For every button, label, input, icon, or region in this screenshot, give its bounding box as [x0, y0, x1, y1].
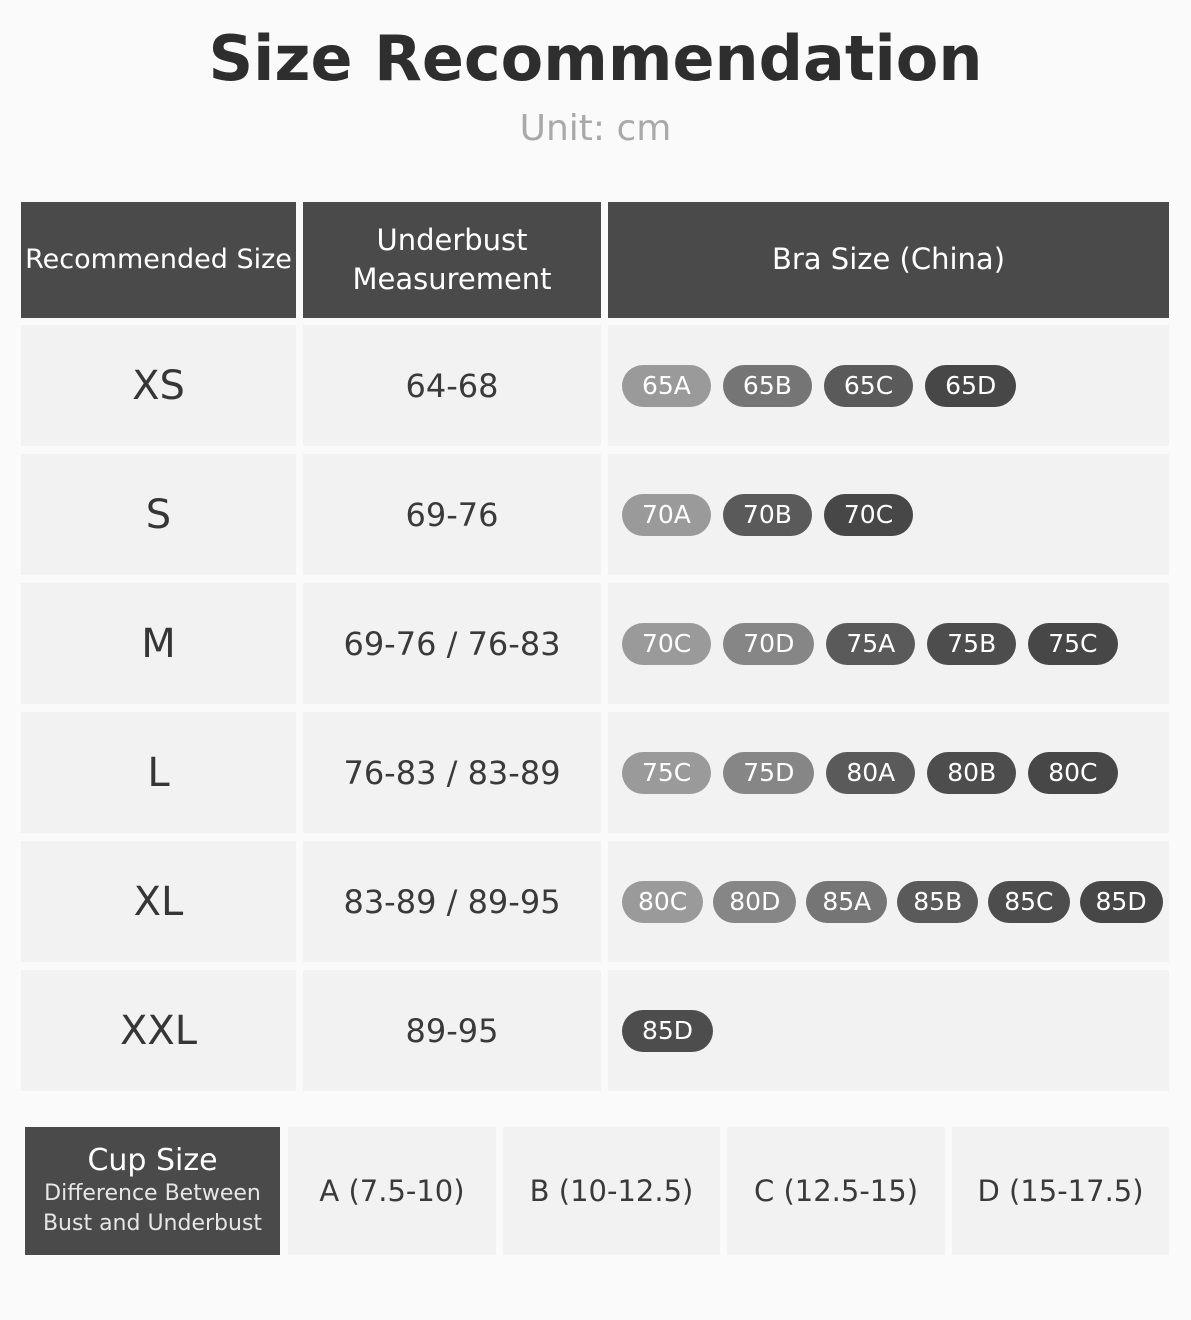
recommended-size-cell: S — [21, 454, 296, 575]
bra-size-cell — [608, 583, 1169, 704]
bra-size-pill: 80C — [622, 881, 703, 923]
bra-size-pill: 70B — [723, 494, 812, 536]
bra-size-pill-group — [622, 752, 1118, 794]
bra-size-pill: 75B — [927, 623, 1016, 665]
bra-size-pill: 70C — [824, 494, 913, 536]
bra-size-cell — [608, 970, 1169, 1091]
underbust-cell: 89-95 — [303, 970, 601, 1091]
underbust-cell: 69-76 — [303, 454, 601, 575]
bra-size-pill: 65B — [723, 365, 812, 407]
header-recommended-size-label: Recommended Size — [25, 243, 292, 275]
cup-size-sub-line2: Bust and Underbust — [42, 1211, 263, 1236]
bra-size-cell — [608, 841, 1169, 962]
cup-size-a: A (7.5-10) — [288, 1127, 496, 1255]
bra-size-pill-group — [622, 494, 913, 536]
unit-subtitle: Unit: cm — [519, 108, 672, 149]
bra-size-pill: 75C — [622, 752, 711, 794]
bra-size-pill: 65C — [824, 365, 913, 407]
bra-size-pill: 85D — [1080, 881, 1163, 923]
bra-size-pill: 75A — [826, 623, 915, 665]
bra-size-pill: 70A — [622, 494, 711, 536]
bra-size-pill-group — [622, 1010, 713, 1052]
page-title: Size Recommendation — [208, 22, 983, 95]
recommended-size-cell: XS — [21, 325, 296, 446]
bra-size-pill-group — [622, 881, 1163, 923]
header-bra-size-label: Bra Size (China) — [771, 242, 1006, 277]
bra-size-pill: 70C — [622, 623, 711, 665]
bra-size-pill: 80C — [1028, 752, 1117, 794]
bra-size-pill: 75C — [1028, 623, 1117, 665]
bra-size-cell — [608, 712, 1169, 833]
header-underbust-line1: Underbust — [376, 222, 528, 257]
header-recommended-size — [21, 202, 296, 318]
bra-size-pill-group — [622, 365, 1016, 407]
underbust-cell: 64-68 — [303, 325, 601, 446]
bra-size-pill: 65D — [925, 365, 1016, 407]
cup-size-c: C (12.5-15) — [727, 1127, 945, 1255]
cup-size-sub-line1: Difference Between — [44, 1181, 261, 1207]
underbust-cell: 83-89 / 89-95 — [303, 841, 601, 962]
bra-size-cell — [608, 325, 1169, 446]
bra-size-pill: 65A — [622, 365, 711, 407]
header-underbust-line2: Measurement — [352, 262, 552, 296]
bra-size-pill: 80D — [713, 881, 796, 923]
recommended-size-cell: XL — [21, 841, 296, 962]
bra-size-cell — [608, 454, 1169, 575]
bra-size-pill: 80A — [826, 752, 915, 794]
bra-size-pill: 85A — [806, 881, 887, 923]
bra-size-pill: 85D — [622, 1010, 713, 1052]
cup-size-title: Cup Size — [87, 1143, 218, 1179]
recommended-size-cell: M — [21, 583, 296, 704]
recommended-size-cell: L — [21, 712, 296, 833]
underbust-cell: 69-76 / 76-83 — [303, 583, 601, 704]
bra-size-pill-group — [622, 623, 1118, 665]
bra-size-pill: 70D — [723, 623, 814, 665]
recommended-size-cell: XXL — [21, 970, 296, 1091]
cup-size-header — [25, 1127, 280, 1255]
cup-size-d: D (15-17.5) — [952, 1127, 1169, 1255]
header-underbust — [303, 202, 601, 318]
bra-size-pill: 80B — [927, 752, 1016, 794]
header-bra-size — [608, 202, 1169, 318]
bra-size-pill: 85C — [988, 881, 1069, 923]
underbust-cell: 76-83 / 83-89 — [303, 712, 601, 833]
cup-size-b: B (10-12.5) — [503, 1127, 720, 1255]
bra-size-pill: 85B — [897, 881, 978, 923]
bra-size-pill: 75D — [723, 752, 814, 794]
